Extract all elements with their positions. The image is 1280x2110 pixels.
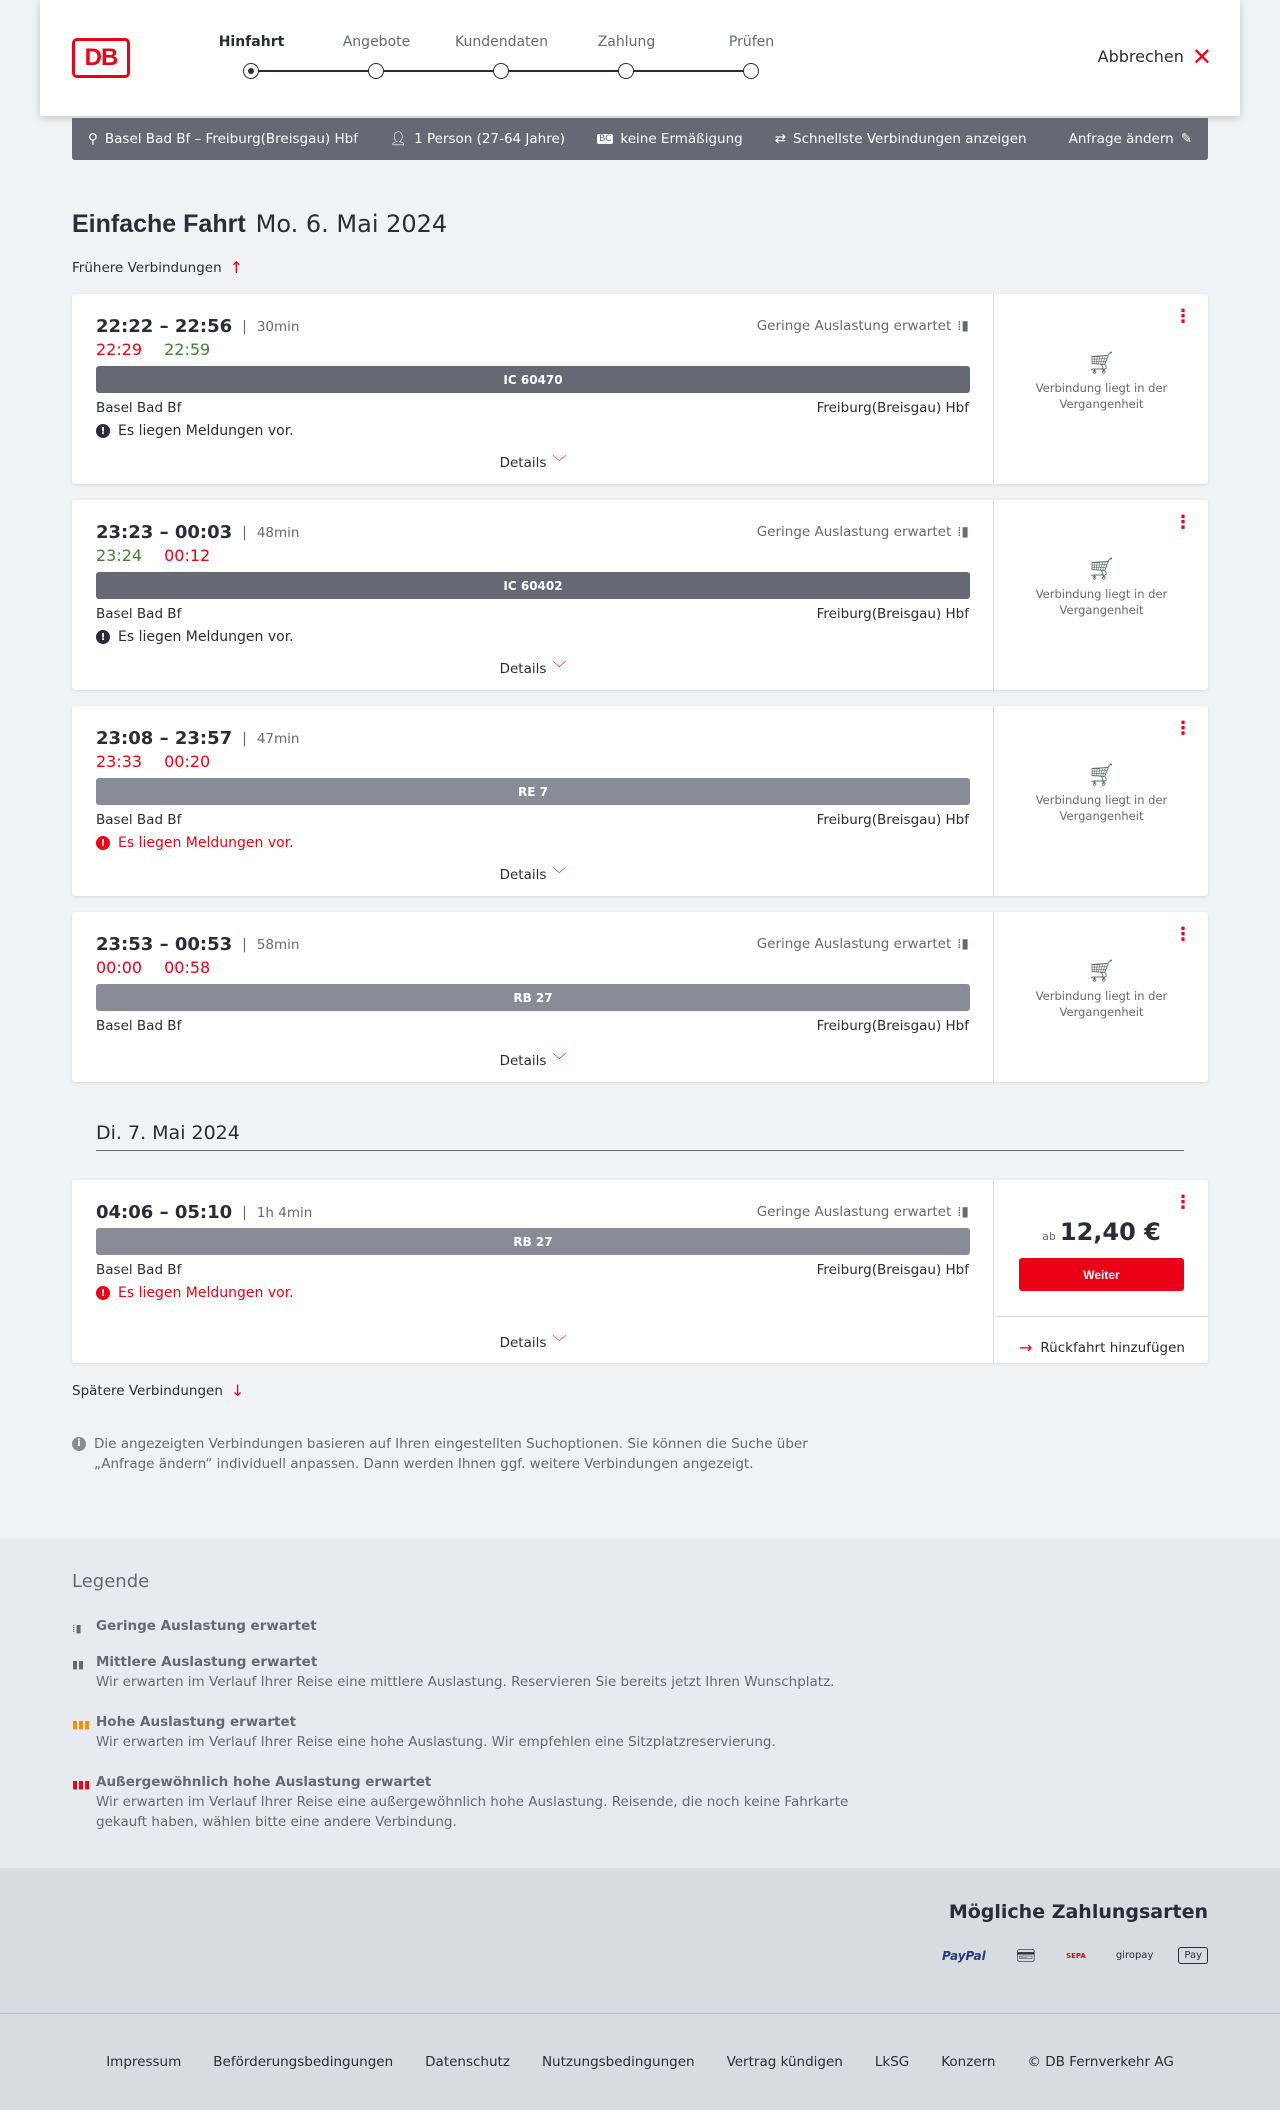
step-zahlung: Zahlung (564, 34, 689, 50)
utilization-text: Geringe Auslastung erwartet (756, 524, 952, 540)
price-prefix: ab (1042, 1230, 1056, 1243)
realtime-arrival: 22:59 (164, 340, 211, 359)
connection-main (72, 912, 994, 1082)
details-label: Details (499, 867, 547, 883)
divider (995, 1316, 1208, 1317)
realtime-arrival: 00:58 (164, 958, 211, 977)
step-dot (618, 63, 634, 79)
details-toggle[interactable] (72, 658, 994, 678)
page-title (72, 210, 447, 239)
train-bar[interactable]: IC 60402 (96, 572, 970, 599)
earlier-label: Frühere Verbindungen (72, 259, 222, 276)
payment-section (0, 1868, 1280, 2013)
utilization-high-icon: ▮▮▮ (72, 1718, 91, 1731)
connection-card[interactable] (72, 706, 1208, 896)
connection-offer (995, 912, 1208, 1082)
utilization-low-icon: ⁞▮ (957, 1204, 969, 1220)
connection-offer (995, 706, 1208, 896)
utilization (757, 318, 969, 334)
progress-steps (210, 34, 835, 84)
duration: 58min (256, 936, 300, 953)
messages-text: Es liegen Meldungen vor. (118, 629, 294, 645)
destination: Freiburg(Breisgau) Hbf (816, 1262, 969, 1278)
train-bar[interactable]: IC 60470 (96, 366, 970, 393)
messages-notice (96, 1285, 294, 1301)
more-options-icon[interactable]: ⋮ (1174, 512, 1192, 533)
utilization-text: Geringe Auslastung erwartet (756, 318, 952, 334)
fastest-text: Schnellste Verbindungen anzeigen (793, 131, 1027, 147)
details-toggle[interactable] (72, 1050, 994, 1070)
utilization-low-icon: ⁞▮ (957, 524, 969, 540)
train-bar[interactable]: RB 27 (96, 984, 970, 1011)
add-return-link[interactable] (1019, 1338, 1185, 1357)
messages-notice (96, 423, 294, 439)
persons-text: 1 Person (27-64 Jahre) (414, 131, 566, 147)
details-toggle[interactable] (72, 1332, 994, 1352)
realtime-departure: 22:29 (96, 340, 143, 359)
cart-unavailable-icon: 🛒︎ (1087, 959, 1116, 984)
legend-text: Wir erwarten im Verlauf Ihrer Reise eine außergewöhnlich hohe Auslastung. Reisende, die noch keine Fahrkarte gekauft haben, wählen bitte eine andere Verbindung. (96, 1794, 849, 1830)
apple-pay-label: Pay (1184, 1950, 1202, 1961)
discount-summary (597, 131, 743, 147)
realtime (96, 340, 210, 359)
connection-card[interactable] (72, 912, 1208, 1082)
header (40, 0, 1240, 116)
realtime-arrival: 00:20 (164, 752, 211, 771)
cart-unavailable-icon: 🛒︎ (1087, 351, 1116, 376)
origin: Basel Bad Bf (96, 1018, 182, 1034)
legend-title: Legende (72, 1571, 150, 1592)
connection-offer (995, 1180, 1208, 1363)
realtime (96, 752, 210, 771)
legend-item-extreme (72, 1772, 852, 1832)
past-notice (995, 959, 1208, 1020)
trip-type: Einfache Fahrt (72, 210, 246, 238)
paypal-logo: PayPal (941, 1948, 986, 1963)
route-summary (88, 131, 358, 147)
change-request-button[interactable] (1069, 131, 1192, 147)
chevron-down-icon: ﹀ (552, 455, 567, 471)
details-toggle[interactable] (72, 452, 994, 472)
planned-time: 23:08 – 23:57 (96, 728, 233, 749)
messages-text: Es liegen Meldungen vor. (118, 1285, 294, 1301)
realtime-departure: 00:00 (96, 958, 143, 977)
destination: Freiburg(Breisgau) Hbf (816, 1018, 969, 1034)
realtime (96, 546, 210, 565)
sepa-logo: SEPA (1066, 1951, 1086, 1960)
past-notice (995, 763, 1208, 824)
later-label: Spätere Verbindungen (72, 1382, 223, 1399)
alert-icon: ! (96, 836, 110, 850)
utilization-low-icon: ⁞▮ (72, 1622, 82, 1635)
note-text: Die angezeigten Verbindungen basieren auf Ihren eingestellten Suchoptionen. Sie können die Suche über „Anfrage ändern“ individuell anpassen. Dann werden Ihnen ggf. weitere Verbindungen angezeigt. (94, 1436, 808, 1472)
pencil-icon: ✎ (1180, 131, 1192, 147)
chevron-down-icon: ﹀ (552, 867, 567, 883)
realtime-departure: 23:33 (96, 752, 143, 771)
past-text: Verbindung liegt in der Vergangenheit (1035, 793, 1168, 823)
arrow-down-icon: ↓ (230, 1381, 245, 1400)
duration: 47min (256, 730, 300, 747)
step-hinfahrt: Hinfahrt (189, 34, 314, 50)
connection-time (96, 522, 299, 543)
step-kundendaten: Kundendaten (439, 34, 564, 50)
fastest-summary (775, 131, 1027, 147)
utilization-low-icon: ⁞▮ (957, 318, 969, 334)
planned-time: 23:53 – 00:53 (96, 934, 233, 955)
payment-title: Mögliche Zahlungsarten (948, 1901, 1208, 1923)
legend-name: Geringe Auslastung erwartet (96, 1618, 317, 1634)
apple-pay-logo (1178, 1947, 1208, 1964)
realtime-arrival: 00:12 (164, 546, 211, 565)
utilization-text: Geringe Auslastung erwartet (756, 1204, 952, 1220)
destination: Freiburg(Breisgau) Hbf (816, 400, 969, 416)
footer (0, 2013, 1280, 2110)
legend-name: Mittlere Auslastung erwartet (96, 1654, 318, 1670)
connection-time (96, 1202, 312, 1223)
separator: | (242, 936, 247, 953)
origin: Basel Bad Bf (96, 606, 182, 622)
details-label: Details (499, 661, 547, 677)
legend-name: Hohe Auslastung erwartet (96, 1714, 297, 1730)
connection-offer (995, 294, 1208, 484)
footer-link-vertrag-kuendigen[interactable]: Vertrag kündigen (726, 2054, 843, 2070)
alert-icon: ! (96, 630, 110, 644)
route-text: Basel Bad Bf – Freiburg(Breisgau) Hbf (104, 131, 358, 147)
connection-main (72, 706, 994, 896)
separator: | (242, 1204, 247, 1221)
past-text: Verbindung liegt in der Vergangenheit (1035, 587, 1168, 617)
origin: Basel Bad Bf (96, 1262, 182, 1278)
connection-card[interactable] (72, 1180, 1208, 1363)
alert-icon: ! (96, 1286, 110, 1300)
details-label: Details (499, 455, 547, 471)
duration: 1h 4min (256, 1204, 313, 1221)
close-icon: ✕ (1191, 42, 1212, 71)
step-dot (243, 63, 259, 79)
step-pruefen: Prüfen (689, 34, 814, 50)
past-text: Verbindung liegt in der Vergangenheit (1035, 381, 1168, 411)
chevron-down-icon: ﹀ (552, 1335, 567, 1351)
train-bar[interactable]: RE 7 (96, 778, 970, 805)
messages-text: Es liegen Meldungen vor. (118, 423, 294, 439)
bahncard-icon: BC (599, 134, 612, 144)
later-connections-link[interactable] (72, 1381, 244, 1400)
utilization (757, 524, 969, 540)
duration: 48min (256, 524, 300, 541)
price (995, 1218, 1208, 1246)
planned-time: 22:22 – 22:56 (96, 316, 233, 337)
train-bar[interactable]: RB 27 (96, 1228, 970, 1255)
continue-button[interactable]: Weiter (1019, 1258, 1184, 1291)
connection-time (96, 934, 299, 955)
chevron-down-icon: ﹀ (552, 661, 567, 677)
separator: | (242, 524, 247, 541)
connection-time (96, 728, 299, 749)
trip-date: Mo. 6. Mai 2024 (255, 210, 448, 238)
duration: 30min (256, 318, 300, 335)
info-icon: i (72, 1437, 86, 1451)
details-label: Details (499, 1053, 547, 1069)
discount-text: keine Ermäßigung (620, 131, 743, 147)
persons-summary (390, 131, 565, 147)
swap-icon: ⇄ (774, 131, 787, 147)
origin: Basel Bad Bf (96, 812, 182, 828)
connection-main (72, 294, 994, 484)
cancel-label: Abbrechen (1097, 47, 1184, 66)
more-options-icon[interactable]: ⋮ (1174, 1192, 1192, 1213)
legend-name: Außergewöhnlich hohe Auslastung erwartet (96, 1774, 432, 1790)
chevron-down-icon: ﹀ (552, 1053, 567, 1069)
giropay-logo: giropay (1115, 1950, 1154, 1961)
db-logo[interactable]: DB (72, 38, 130, 78)
more-options-icon[interactable]: ⋮ (1174, 718, 1192, 739)
past-text: Verbindung liegt in der Vergangenheit (1035, 989, 1168, 1019)
connection-time (96, 316, 299, 337)
change-label: Anfrage ändern (1068, 131, 1174, 147)
separator: | (242, 730, 247, 747)
utilization (757, 936, 969, 952)
person-icon: 👤︎ (389, 131, 408, 147)
location-pin-icon: ⚲ (88, 131, 98, 147)
connection-card[interactable] (72, 294, 1208, 484)
legend-item-low (72, 1616, 317, 1636)
legend-item-medium (72, 1652, 834, 1692)
utilization (757, 1204, 969, 1220)
legend-text: Wir erwarten im Verlauf Ihrer Reise eine hohe Auslastung. Wir empfehlen eine Sitzplatzreservierung. (96, 1734, 776, 1750)
search-info-note (72, 1434, 842, 1474)
details-label: Details (499, 1335, 547, 1351)
planned-time: 04:06 – 05:10 (96, 1202, 233, 1223)
realtime (96, 958, 210, 977)
separator: | (242, 318, 247, 335)
past-notice (995, 351, 1208, 412)
footer-link-impressum[interactable]: Impressum (106, 2054, 182, 2070)
utilization-extreme-icon: ▮▮▮ (72, 1778, 91, 1791)
messages-notice (96, 629, 294, 645)
price-value: 12,40 € (1059, 1218, 1161, 1246)
credit-card-icon: 💳︎ (1015, 1946, 1037, 1965)
step-angebote: Angebote (314, 34, 439, 50)
legend-section (0, 1538, 1280, 1868)
more-options-icon[interactable]: ⋮ (1174, 306, 1192, 327)
footer-copyright[interactable]: © DB Fernverkehr AG (1027, 2054, 1174, 2070)
connection-card[interactable] (72, 500, 1208, 690)
origin: Basel Bad Bf (96, 400, 182, 416)
cart-unavailable-icon: 🛒︎ (1087, 763, 1116, 788)
utilization-medium-icon: ▮▮ (72, 1658, 85, 1671)
cancel-button[interactable] (1097, 42, 1212, 71)
connection-main (72, 500, 994, 690)
messages-text: Es liegen Meldungen vor. (118, 835, 294, 851)
messages-notice (96, 835, 294, 851)
destination: Freiburg(Breisgau) Hbf (816, 606, 969, 622)
footer-link-datenschutz[interactable]: Datenschutz (425, 2054, 510, 2070)
more-options-icon[interactable]: ⋮ (1174, 924, 1192, 945)
utilization-text: Geringe Auslastung erwartet (756, 936, 952, 952)
search-summary-bar (72, 118, 1208, 160)
step-dot (743, 63, 759, 79)
connection-offer (995, 500, 1208, 690)
utilization-low-icon: ⁞▮ (957, 936, 969, 952)
arrow-up-icon: ↑ (229, 258, 244, 277)
planned-time: 23:23 – 00:03 (96, 522, 233, 543)
legend-item-high (72, 1712, 776, 1752)
legend-text: Wir erwarten im Verlauf Ihrer Reise eine mittlere Auslastung. Reservieren Sie bereits jetzt Ihren Wunschplatz. (96, 1674, 835, 1690)
return-label: Rückfahrt hinzufügen (1040, 1339, 1185, 1356)
step-dot (368, 63, 384, 79)
footer-link-konzern[interactable]: Konzern (941, 2054, 996, 2070)
footer-link-nutzung[interactable]: Nutzungsbedingungen (541, 2054, 695, 2070)
earlier-connections-link[interactable] (72, 258, 243, 277)
step-dot (493, 63, 509, 79)
day-separator: Di. 7. Mai 2024 (96, 1122, 1184, 1151)
destination: Freiburg(Breisgau) Hbf (816, 812, 969, 828)
details-toggle[interactable] (72, 864, 994, 884)
footer-link-lksg[interactable]: LkSG (874, 2054, 910, 2070)
cart-unavailable-icon: 🛒︎ (1087, 557, 1116, 582)
payment-logos (937, 1943, 1208, 1968)
footer-link-befoerderung[interactable]: Beförderungsbedingungen (213, 2054, 394, 2070)
arrow-right-icon: → (1019, 1338, 1033, 1357)
alert-icon: ! (96, 424, 110, 438)
connection-main (72, 1180, 994, 1363)
realtime-departure: 23:24 (96, 546, 143, 565)
past-notice (995, 557, 1208, 618)
